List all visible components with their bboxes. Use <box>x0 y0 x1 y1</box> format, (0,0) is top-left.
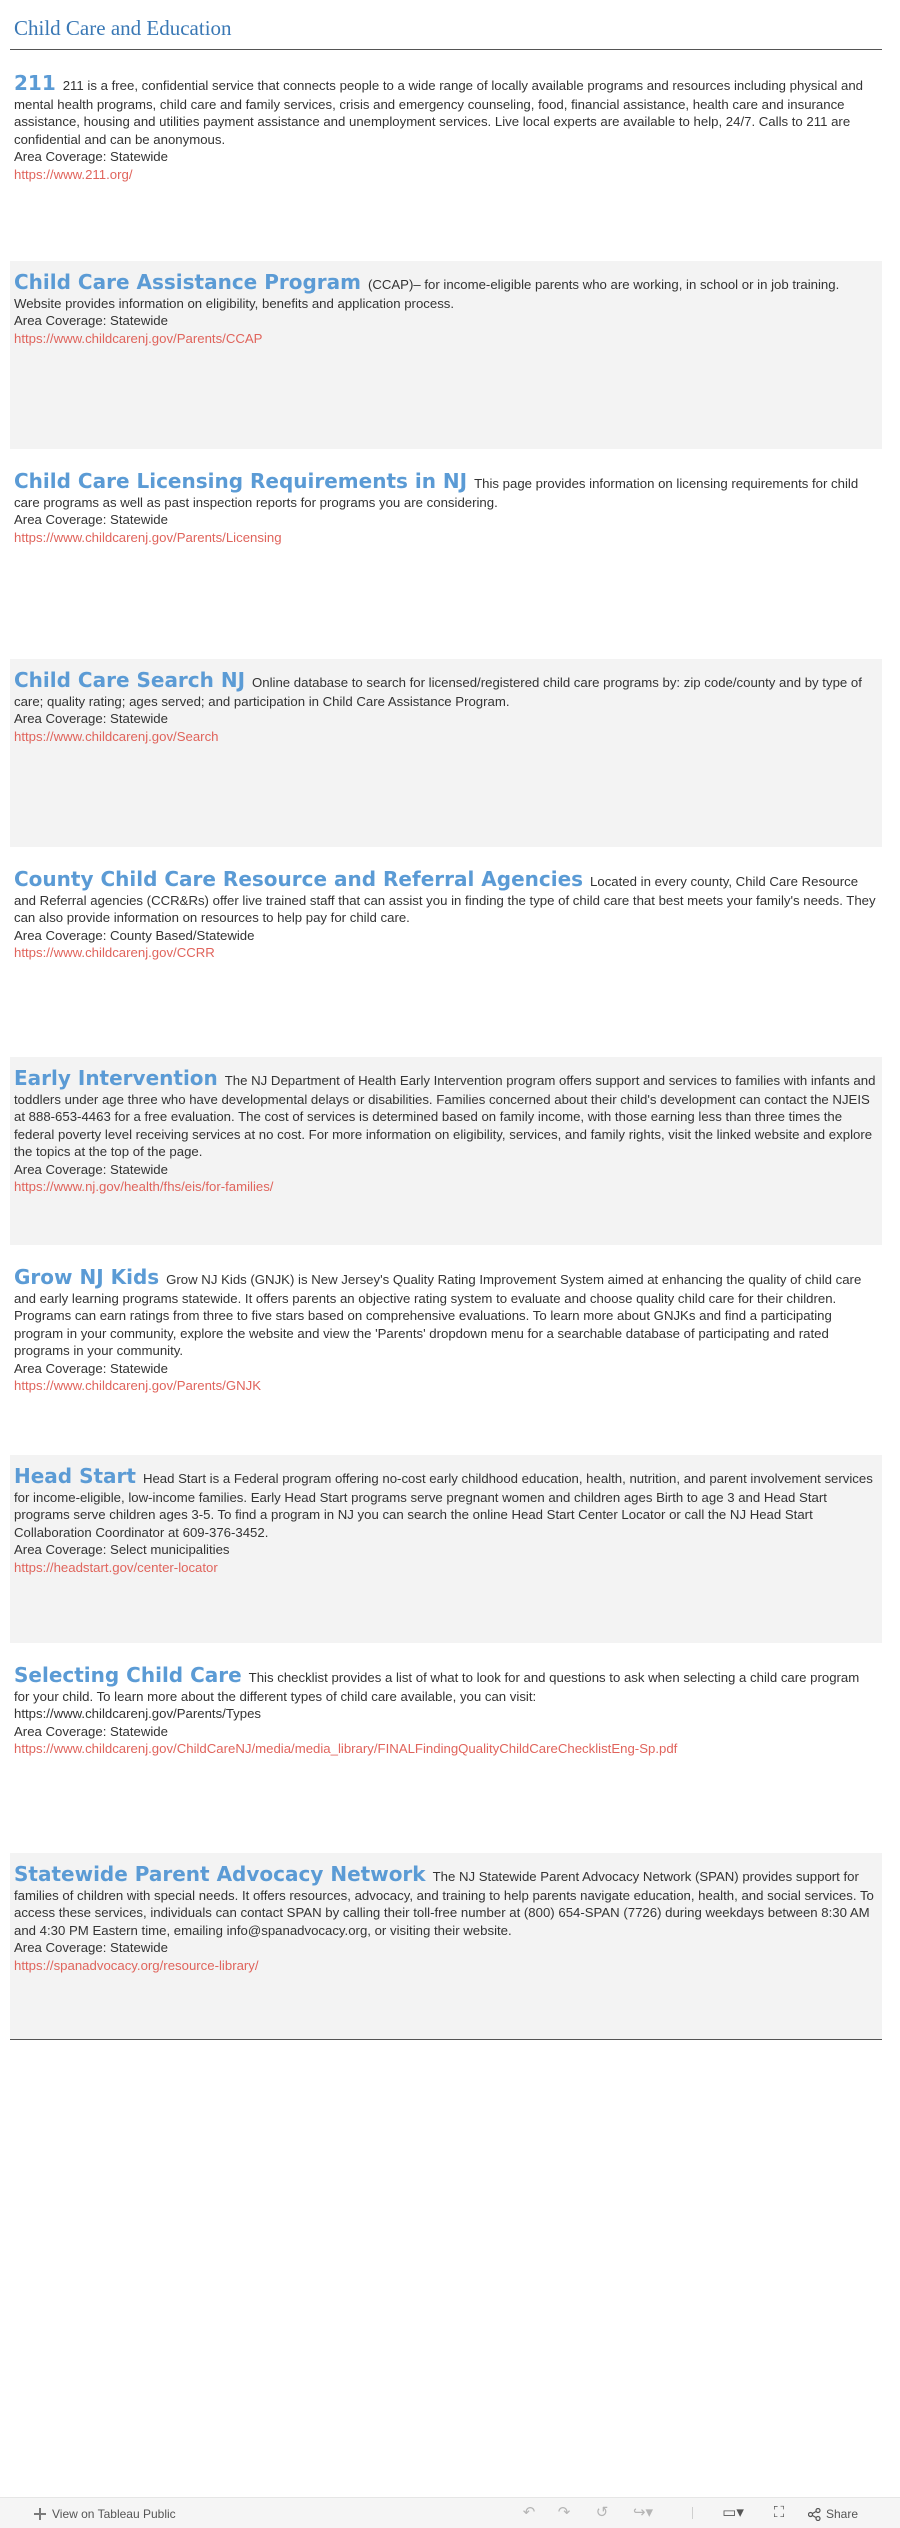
title-divider <box>10 49 882 50</box>
pause-updates-icon[interactable]: ↪▾ <box>632 2504 654 2521</box>
resource-name: 211 <box>14 71 63 95</box>
resource-link[interactable]: https://www.childcarenj.gov/ChildCareNJ/media/media_library/FINALFindingQualityChildCareChecklistEng-Sp.pdf <box>14 1741 678 1757</box>
area-coverage: Area Coverage: Statewide <box>14 149 168 165</box>
resource-description: Located in every county, Child Care Resource and Referral agencies (CCR&Rs) offer live trained staff that can assist you in finding the type of child care that best meets your family's needs. They can also provide information on resources to help pay for child care. <box>14 874 876 926</box>
resource-selecting-child-care <box>10 1654 882 1842</box>
resource-link[interactable]: https://www.childcarenj.gov/CCRR <box>14 945 215 961</box>
view-on-tableau-label: View on Tableau Public <box>52 2507 176 2521</box>
resource-link[interactable]: https://www.childcarenj.gov/Search <box>14 728 219 744</box>
resource-name: Child Care Search NJ <box>14 668 252 692</box>
resource-211 <box>10 62 882 202</box>
resource-name: Statewide Parent Advocacy Network <box>14 1862 433 1886</box>
resource-description: The NJ Department of Health Early Intervention program offers support and services to families with infants and toddlers under age three who have developmental delays or disabilities. Families concerned about their child's development can contact the NJEIS at 888-653-4463 for a free evaluation. The cost of services is determined based on family income, with those earning less than three times the federal poverty level receiving services at no cost. For more information on eligibility, services, and family rights, visit the linked website and explore the topics at the top of the page. <box>14 1073 876 1160</box>
resource-statewide-parent-advocacy-network <box>10 1853 882 2039</box>
device-layout-icon[interactable]: ▭▾ <box>722 2504 744 2521</box>
undo-icon[interactable]: ↶ <box>522 2504 536 2521</box>
resource-description: Grow NJ Kids (GNJK) is New Jersey's Quality Rating Improvement System aimed at enhancing the quality of child care and early learning programs statewide. It offers parents an objective rating system to evaluate and choose quality child care for their children. Programs can earn ratings from three to five stars based on comprehensive evaluations. To learn more about GNJKs and find a participating program in your community, explore the website and view the 'Parents' dropdown menu for a searchable database of participating and rated programs in your community. <box>14 1272 862 1359</box>
view-on-tableau-link[interactable] <box>34 2507 176 2521</box>
resource-name: Early Intervention <box>14 1066 225 1090</box>
resource-name: Grow NJ Kids <box>14 1265 167 1289</box>
share-label: Share <box>826 2507 859 2521</box>
resource-link[interactable]: https://spanadvocacy.org/resource-library/ <box>14 1957 259 1973</box>
resource-link[interactable]: https://www.childcarenj.gov/Parents/GNJK <box>14 1378 262 1394</box>
resource-description: 211 is a free, confidential service that connects people to a wide range of locally available programs and resources including physical and mental health programs, child care and family services, crisis and emergency counseling, food, financial assistance, health care and insurance assistance, housing and utilities payment assistance and unemployment services. Live local experts are available to help, 24/7. Calls to 211 are confidential and can be anonymous. <box>14 78 863 147</box>
types-url-text: https://www.childcarenj.gov/Parents/Types <box>14 1706 262 1722</box>
resource-name: Child Care Assistance Program <box>14 270 368 294</box>
resource-name: Child Care Licensing Requirements in NJ <box>14 469 475 493</box>
resource-name: County Child Care Resource and Referral Agencies <box>14 867 591 891</box>
fullscreen-icon[interactable]: ⛶ <box>773 2504 785 2521</box>
resource-child-care-licensing <box>10 460 882 648</box>
resource-head-start <box>10 1455 882 1643</box>
area-coverage: Area Coverage: Statewide <box>14 1940 168 1956</box>
resource-child-care-search-nj <box>10 659 882 847</box>
share-icon <box>808 2508 821 2521</box>
tableau-toolbar <box>0 2497 900 2528</box>
resource-early-intervention <box>10 1057 882 1245</box>
revert-icon[interactable]: ↺ <box>595 2504 609 2521</box>
area-coverage: Area Coverage: Select municipalities <box>14 1542 230 1558</box>
area-coverage: Area Coverage: Statewide <box>14 1161 168 1177</box>
resource-link[interactable]: https://www.childcarenj.gov/Parents/CCAP <box>14 330 263 346</box>
toolbar-separator <box>692 2507 693 2519</box>
resource-link[interactable]: https://headstart.gov/center-locator <box>14 1559 218 1575</box>
area-coverage: Area Coverage: Statewide <box>14 711 168 727</box>
bottom-divider <box>10 2039 882 2040</box>
redo-icon[interactable]: ↷ <box>557 2504 571 2521</box>
area-coverage: Area Coverage: Statewide <box>14 1723 168 1739</box>
resource-description: This page provides information on licensing requirements for child care programs as well as past inspection reports for programs you are considering. <box>14 476 859 510</box>
resource-county-ccrr <box>10 858 882 1046</box>
resource-link[interactable]: https://www.childcarenj.gov/Parents/Licensing <box>14 529 282 545</box>
resource-name: Selecting Child Care <box>14 1663 249 1687</box>
resource-link[interactable]: https://www.nj.gov/health/fhs/eis/for-families/ <box>14 1179 274 1195</box>
area-coverage: Area Coverage: Statewide <box>14 313 168 329</box>
resource-link[interactable]: https://www.211.org/ <box>14 166 133 182</box>
area-coverage: Area Coverage: Statewide <box>14 1360 168 1376</box>
resource-name: Head Start <box>14 1464 143 1488</box>
resource-grow-nj-kids <box>10 1256 882 1444</box>
area-coverage: Area Coverage: County Based/Statewide <box>14 927 255 943</box>
resource-description: This checklist provides a list of what to look for and questions to ask when selecting a child care program for your child. To learn more about the different types of child care available, you can visit: <box>14 1670 860 1704</box>
tableau-logo-icon <box>34 2508 46 2520</box>
area-coverage: Area Coverage: Statewide <box>14 512 168 528</box>
resource-description: Head Start is a Federal program offering no-cost early childhood education, health, nutrition, and parent involvement services for income-eligible, low-income families. Early Head Start programs serve pregnant women and children ages Birth to age 3 and Head Start programs serve children ages 3-5. To find a program in NJ you can search the online Head Start Center Locator or call the NJ Head Start Collaboration Coordinator at 609-376-3452. <box>14 1471 873 1540</box>
resource-description: Online database to search for licensed/registered child care programs by: zip code/county and by type of care; quality rating; ages served; and participation in Child Care Assistance Program. <box>14 675 862 709</box>
share-button[interactable] <box>808 2507 858 2521</box>
resource-description: (CCAP)– for income-eligible parents who are working, in school or in job training. Website provides information on eligibility, benefits and application process. <box>14 277 840 311</box>
resource-description: The NJ Statewide Parent Advocacy Network (SPAN) provides support for families of children with special needs. It offers resources, advocacy, and training to help parents navigate education, health, and social services. To access these services, individuals can contact SPAN by calling their toll-free number at (800) 654-SPAN (7726) during weekdays between 8:30 AM and 4:30 PM Eastern time, emailing info@spanadvocacy.org, or visiting their website. <box>14 1869 874 1938</box>
resource-child-care-assistance-program <box>10 261 882 449</box>
page-title: Child Care and Education <box>14 16 232 40</box>
